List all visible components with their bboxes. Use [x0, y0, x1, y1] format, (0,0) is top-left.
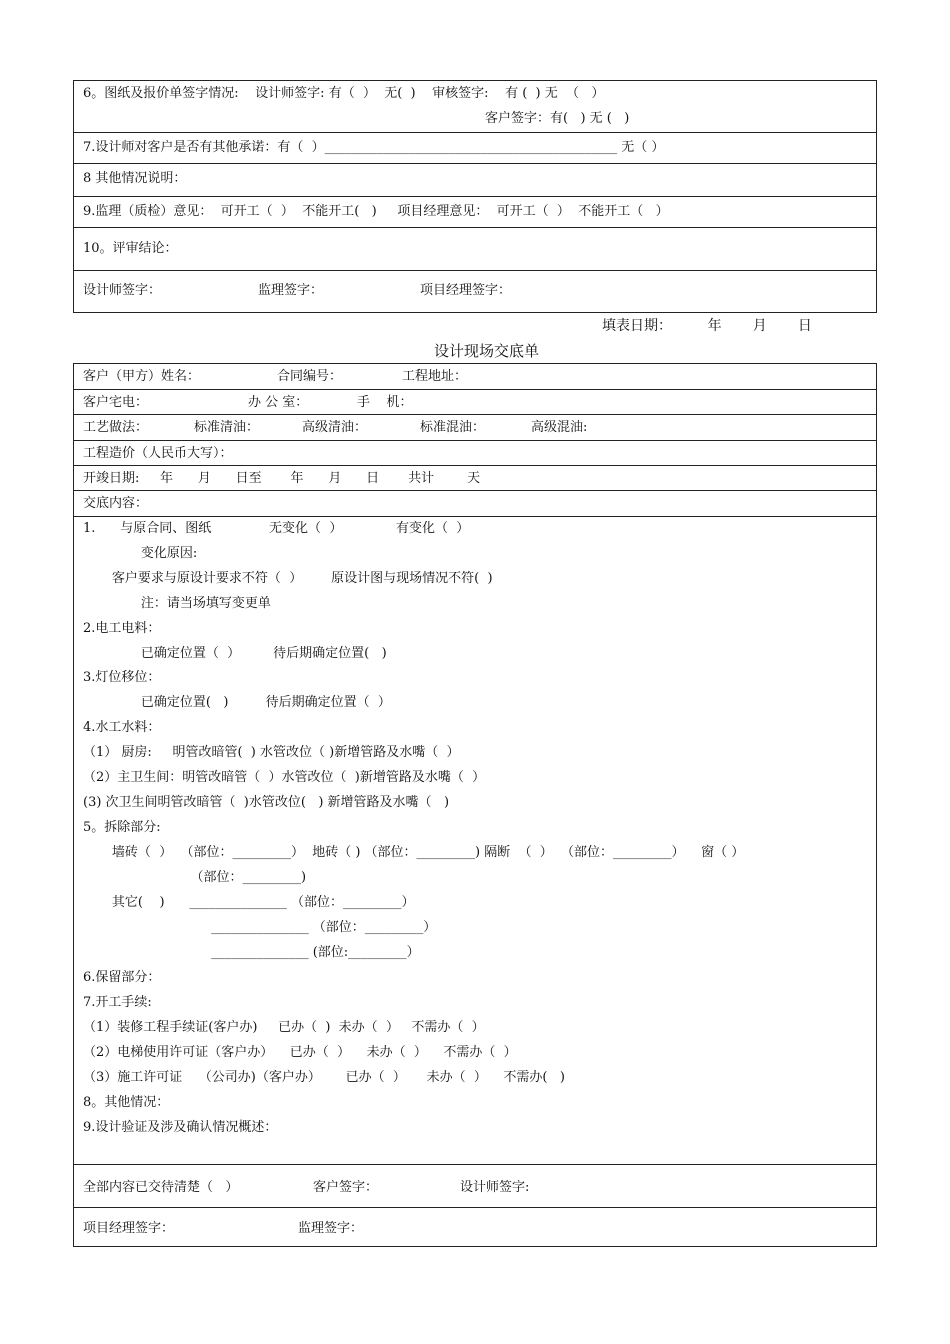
fill-date: 填表日期： 年 月 日	[602, 318, 812, 334]
content-line: （2）主卫生间：明管改暗管（ ）水管改位（ )新增管路及水嘴（ ）	[83, 770, 486, 785]
review-conclusion: 10。评审结论：	[83, 241, 178, 256]
content-line: （1） 厨房: 明管改暗管( ) 水管改位（ )新增管路及水嘴（ ）	[83, 745, 460, 760]
project-address-label: 工程地址：	[402, 369, 468, 384]
content-line: 7.开工手续:	[83, 995, 152, 1010]
review-table	[73, 80, 877, 313]
standard-mixed-oil: 标准混油：	[420, 420, 486, 435]
standard-clear-oil: 标准清油：	[194, 420, 260, 435]
client-name-label: 客户（甲方）姓名：	[83, 369, 201, 384]
content-line: _______________ （部位：_________）	[83, 920, 437, 935]
content-line: （3）施工许可证 （公司办)（客户办） 已办（ ） 未办（ ） 不需办( )	[83, 1070, 565, 1085]
supervisor-opinion: 9.监理（质检）意见： 可开工（ ） 不能开工( ) 项目经理意见： 可开工（ ） 不能开工（ ）	[83, 204, 669, 219]
review-row-10	[74, 228, 876, 271]
review-signatures-line2: 客户签字：有( ) 无 ( )	[485, 111, 630, 126]
content-line: 客户要求与原设计要求不符（ ） 原设计图与现场情况不符( )	[83, 571, 493, 586]
content-line: 8。其他情况：	[83, 1095, 170, 1110]
craft-label: 工艺做法：	[83, 420, 149, 435]
project-cost-label: 工程造价（人民币大写）：	[83, 446, 233, 461]
content-line: 4.水工水料：	[83, 720, 161, 735]
all-clear-label: 全部内容已交待清楚（ ）	[83, 1180, 239, 1195]
home-phone-label: 客户宅电：	[83, 395, 149, 410]
handover-content-label: 交底内容：	[83, 496, 149, 511]
review-sign-row	[74, 271, 876, 312]
cost-row	[74, 441, 876, 466]
content-line: （部位：_________)	[83, 870, 307, 885]
handover-table	[73, 363, 877, 1247]
pm-signature-label: 项目经理签字：	[83, 1221, 175, 1236]
content-body	[74, 517, 876, 1165]
office-phone-label: 办 公 室：	[248, 395, 309, 410]
client-signature-label: 客户签字：	[313, 1180, 379, 1195]
dates-row	[74, 466, 876, 491]
supervisor-signature-label: 监理签字：	[298, 1221, 364, 1236]
content-line: 3.灯位移位：	[83, 670, 161, 685]
craft-row	[74, 415, 876, 441]
advanced-mixed-oil: 高级混油:	[531, 420, 588, 435]
designer-promise: 7.设计师对客户是否有其他承诺：有（ ）_____________________________________________ 无（ ）	[83, 140, 665, 155]
content-line: 5。拆除部分:	[83, 820, 161, 835]
phone-row	[74, 390, 876, 415]
content-line: （1）装修工程手续证(客户办) 已办（ ) 未办（ ） 不需办（ ）	[83, 1020, 485, 1035]
supervisor-signature-label: 监理签字：	[258, 283, 324, 298]
content-line: 变化原因:	[83, 546, 198, 561]
review-row-6	[74, 81, 876, 133]
review-row-9	[74, 197, 876, 228]
review-row-8	[74, 164, 876, 197]
content-line: 注：请当场填写变更单	[83, 596, 271, 611]
handover-confirm-row	[74, 1165, 876, 1208]
content-line: 已确定位置( ) 待后期确定位置（ ）	[83, 695, 391, 710]
content-line: 1. 与原合同、图纸 无变化（ ） 有变化（ ）	[83, 521, 470, 536]
designer-signature-label: 设计师签字：	[83, 283, 162, 298]
other-notes: 8 其他情况说明：	[83, 171, 187, 186]
content-line: 9.设计验证及涉及确认情况概述：	[83, 1120, 278, 1135]
content-line: 墙砖（ ） （部位：_________） 地砖（ ) （部位：_________) 隔断 （ ） （部位：_________） 窗（ ）	[83, 845, 745, 860]
content-label-row	[74, 491, 876, 517]
mobile-label: 手 机：	[357, 395, 413, 410]
content-line: _______________ (部位:_________）	[83, 945, 420, 960]
designer-signature-label: 设计师签字:	[460, 1180, 530, 1195]
handover-sign-row	[74, 1208, 876, 1245]
content-line: 6.保留部分：	[83, 970, 161, 985]
review-signatures-line1: 6。图纸及报价单签字情况: 设计师签字: 有（ ） 无( ) 审核签字: 有 ( ) 无 （ ）	[83, 86, 605, 101]
content-line: 已确定位置（ ） 待后期确定位置( )	[83, 646, 387, 661]
pm-signature-label: 项目经理签字：	[420, 283, 512, 298]
handover-title: 设计现场交底单	[434, 342, 540, 360]
contract-no-label: 合同编号：	[277, 369, 343, 384]
content-line: （2）电梯使用许可证（客户办） 已办（ ） 未办（ ） 不需办（ ）	[83, 1045, 517, 1060]
review-row-7	[74, 133, 876, 164]
client-info-row	[74, 364, 876, 390]
content-line: (3) 次卫生间明管改暗管（ )水管改位( ) 新增管路及水嘴（ )	[83, 795, 450, 810]
content-line: 其它( ) _______________ （部位：_________）	[83, 895, 415, 910]
start-end-dates: 开竣日期: 年 月 日至 年 月 日 共计 天	[83, 471, 481, 486]
content-line: 2.电工电料：	[83, 621, 161, 636]
advanced-clear-oil: 高级清油：	[302, 420, 368, 435]
